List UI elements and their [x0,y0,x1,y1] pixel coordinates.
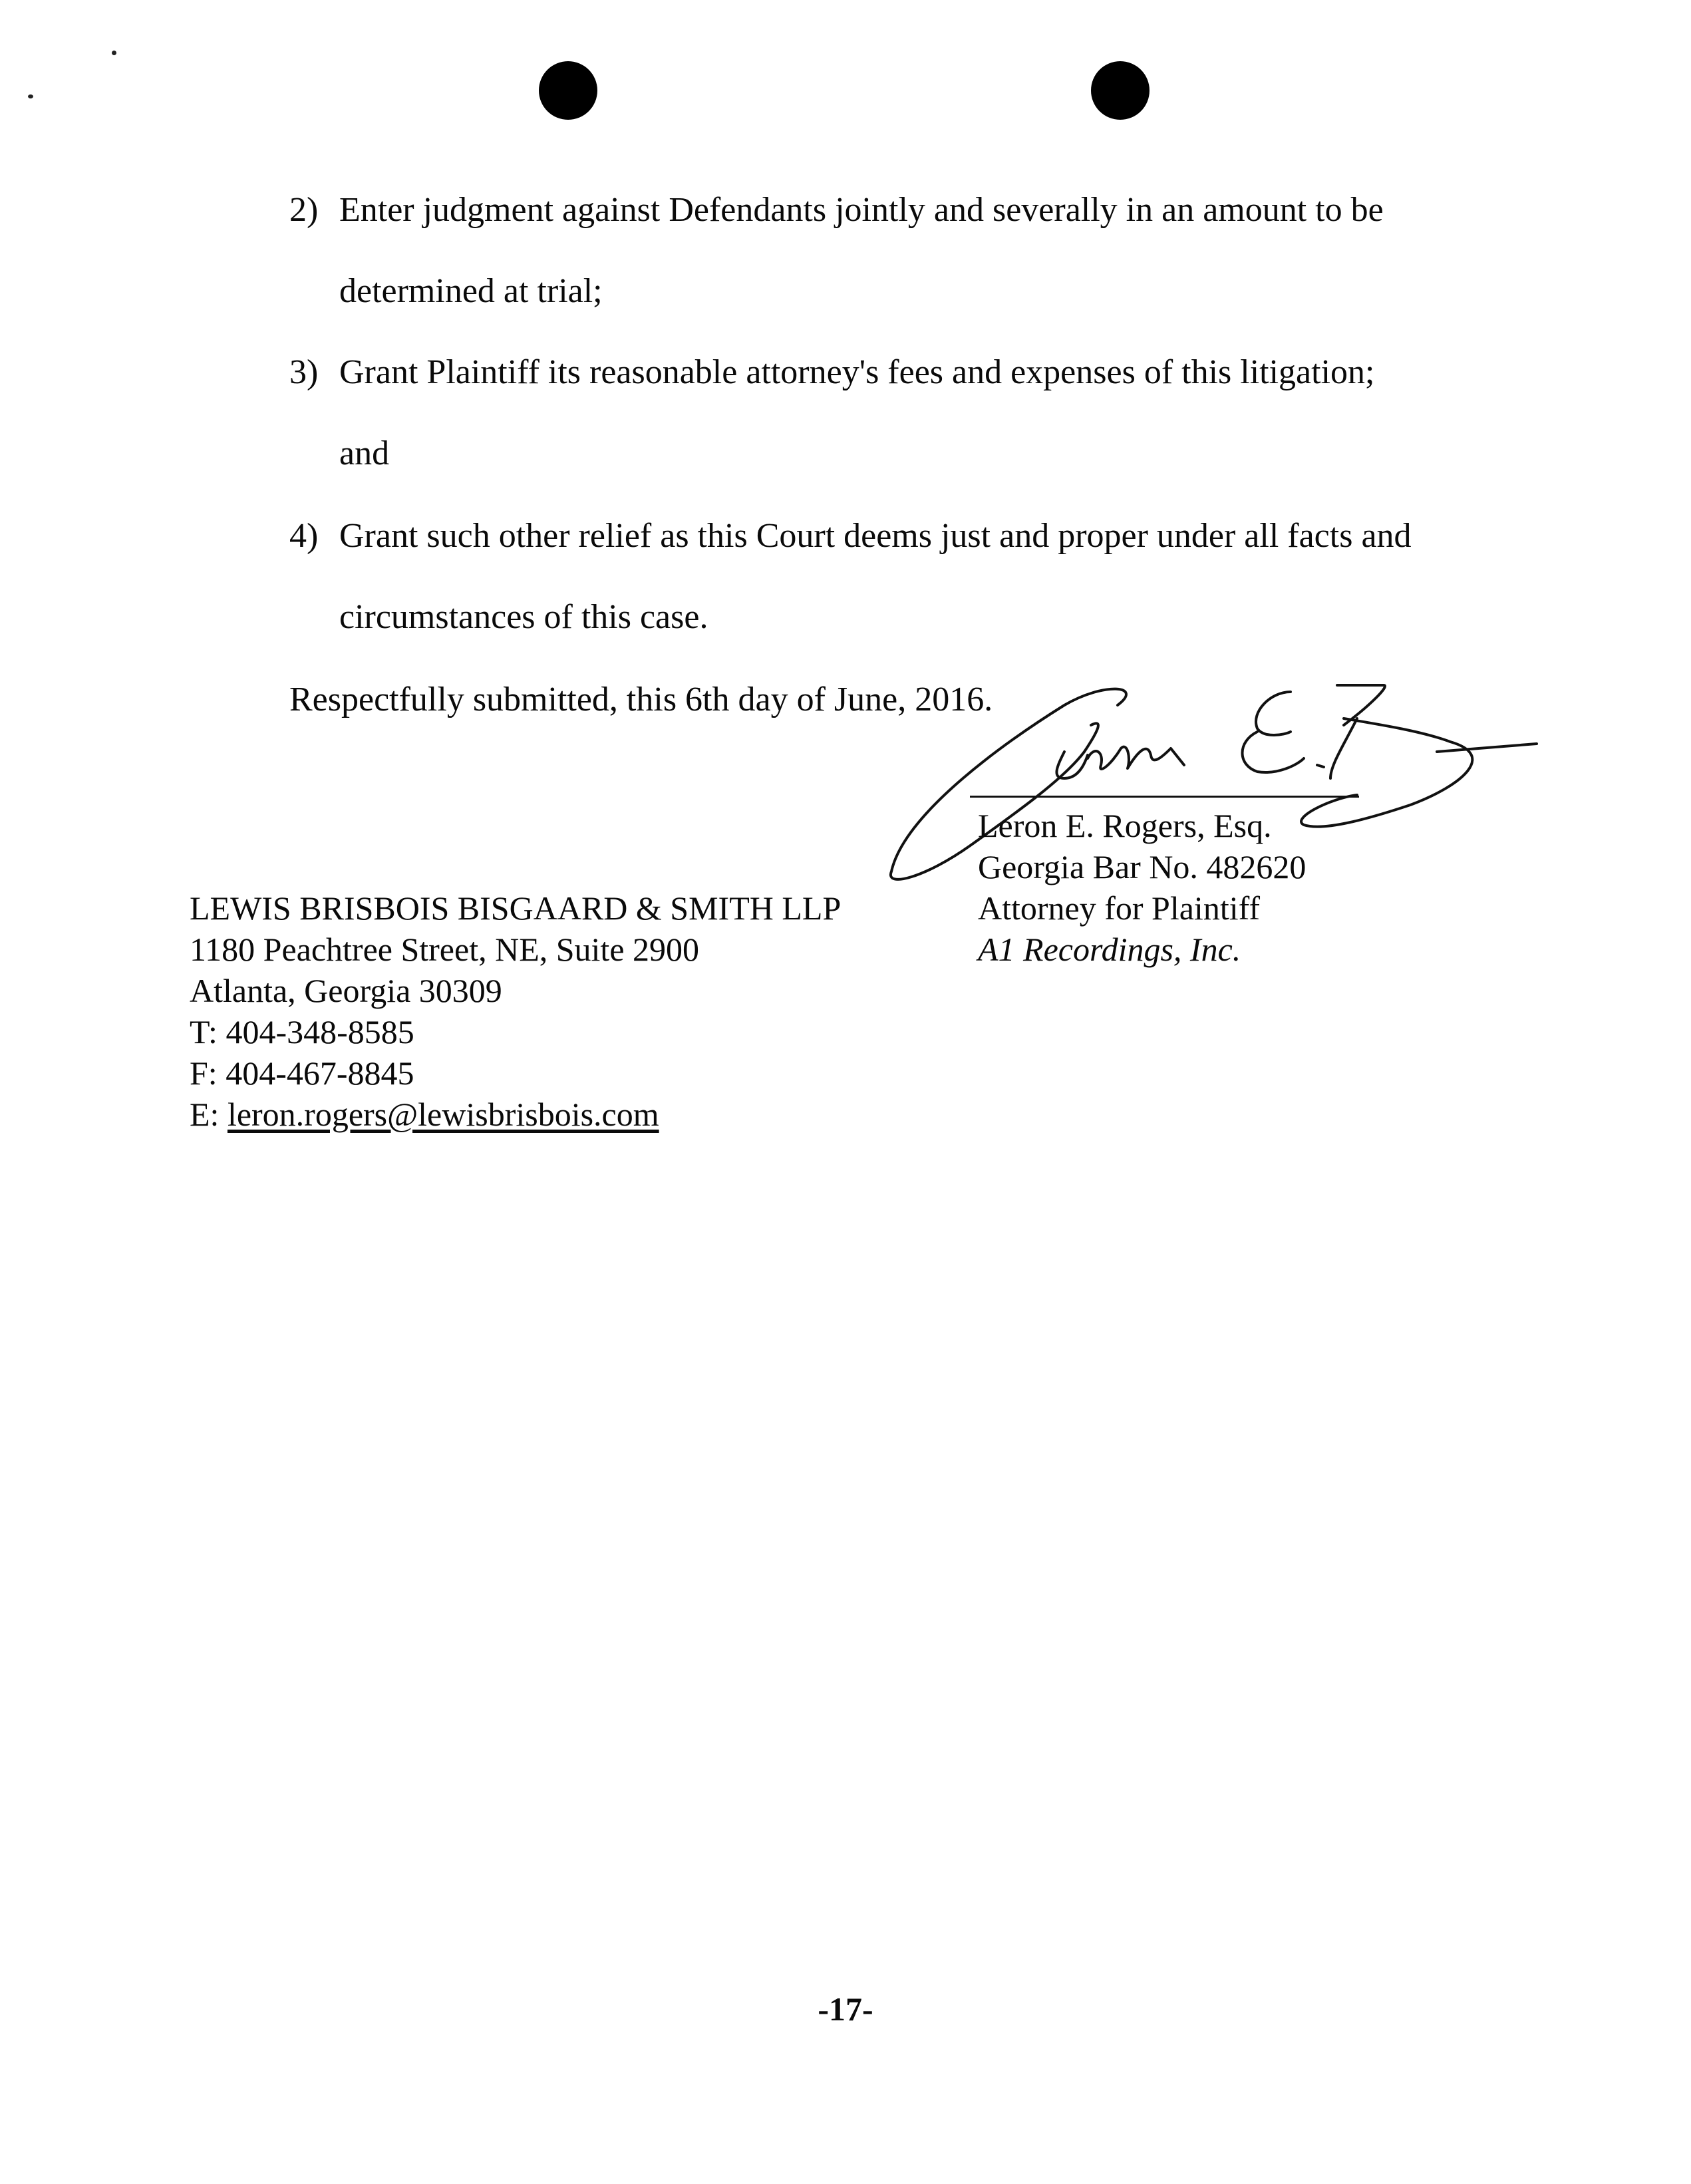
bar-number: Georgia Bar No. 482620 [978,848,1307,885]
firm-name: LEWIS BRISBOIS BISGAARD & SMITH LLP [190,889,842,927]
firm-phone [190,1011,414,1052]
item-number: 4) [289,517,319,555]
fax-number: 404-467-8845 [226,1054,414,1092]
firm-address-line2: Atlanta, Georgia 30309 [190,972,502,1009]
item-text-line: determined at trial; [339,272,603,310]
submission-statement: Respectfully submitted, this 6th day of June, 2016. [289,681,993,718]
email-prefix: E: [190,1096,220,1133]
firm-fax [190,1052,414,1094]
punch-hole-right [1091,61,1150,120]
scan-speck [112,51,116,55]
phone-prefix: T: [190,1013,218,1050]
scan-speck [28,94,33,98]
firm-email [190,1094,659,1135]
item-text-line: Enter judgment against Defendants jointly and severally in an amount to be [339,191,1384,229]
punch-hole-left [539,61,597,120]
item-text-line: circumstances of this case. [339,598,708,636]
fax-prefix: F: [190,1054,218,1092]
email-link[interactable]: leron.rogers@lewisbrisbois.com [227,1096,659,1133]
signatory-role: Attorney for Plaintiff [978,889,1260,927]
item-text-line: Grant such other relief as this Court deems just and proper under all facts and [339,517,1412,555]
item-text-line: Grant Plaintiff its reasonable attorney's fees and expenses of this litigation; [339,353,1375,391]
item-number: 3) [289,353,319,391]
signatory-name: Leron E. Rogers, Esq. [978,807,1272,844]
item-number: 2) [289,191,319,229]
signature-line [970,796,1359,798]
firm-address-line1: 1180 Peachtree Street, NE, Suite 2900 [190,931,700,968]
item-text-line: and [339,434,390,472]
client-name: A1 Recordings, Inc. [978,931,1241,968]
page-number: -17- [818,1990,873,2028]
phone-number: 404-348-8585 [226,1013,414,1050]
